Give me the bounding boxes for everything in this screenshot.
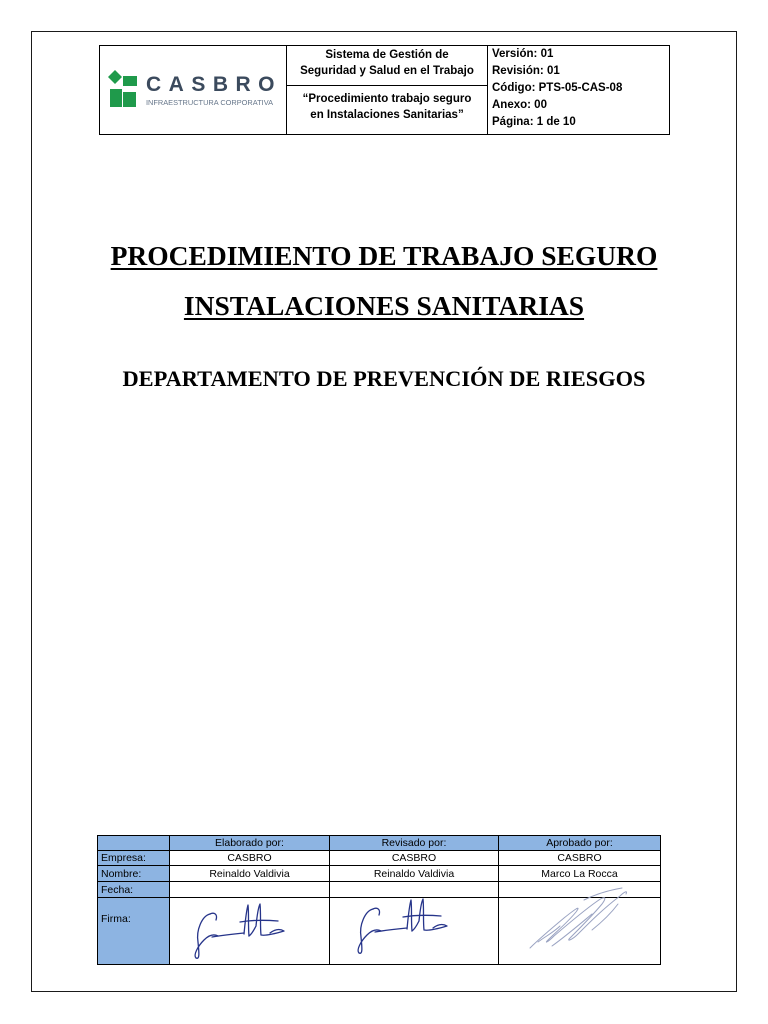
- table-cell: Reinaldo Valdivia: [170, 866, 330, 882]
- signature-revisado-icon: [353, 895, 451, 959]
- procedure-title-line: en Instalaciones Sanitarias”: [310, 108, 464, 121]
- signature-aprobado-icon: [522, 886, 632, 954]
- system-title-line: Seguridad y Salud en el Trabajo: [300, 65, 474, 77]
- logo-tagline: INFRAESTRUCTURA CORPORATIVA: [146, 98, 274, 107]
- document-title: [0, 240, 768, 272]
- document-subtitle: [0, 290, 768, 322]
- column-header-aprobado: Aprobado por:: [499, 836, 661, 851]
- table-cell: CASBRO: [330, 851, 499, 866]
- signature-elaborado-icon: [190, 900, 288, 964]
- page-number-field: Página: 1 de 10: [492, 116, 576, 128]
- table-cell: [170, 882, 330, 898]
- row-label-empresa: Empresa:: [98, 851, 170, 866]
- column-header-elaborado: Elaborado por:: [170, 836, 330, 851]
- row-label-firma: Firma:: [98, 898, 170, 965]
- table-row: [98, 866, 661, 882]
- document-title-line: INSTALACIONES SANITARIAS: [183, 290, 585, 321]
- revision-field: Revisión: 01: [492, 65, 560, 77]
- department-name: DEPARTAMENTO DE PREVENCIÓN DE RIESGOS: [122, 366, 646, 391]
- table-corner-cell: [98, 836, 170, 851]
- row-label-nombre: Nombre:: [98, 866, 170, 882]
- header-titles: [287, 46, 488, 134]
- table-cell: CASBRO: [170, 851, 330, 866]
- company-logo: [100, 46, 287, 134]
- document-control: [488, 46, 669, 134]
- table-cell: Reinaldo Valdivia: [330, 866, 499, 882]
- column-header-revisado: Revisado por:: [330, 836, 499, 851]
- row-label-fecha: Fecha:: [98, 882, 170, 898]
- system-title-line: Sistema de Gestión de: [325, 49, 449, 61]
- table-row: [98, 851, 661, 866]
- procedure-title: [287, 86, 487, 134]
- table-header-row: [98, 836, 661, 851]
- table-cell: Marco La Rocca: [499, 866, 661, 882]
- annex-field: Anexo: 00: [492, 99, 547, 111]
- system-title: [287, 46, 487, 86]
- code-field: Código: PTS-05-CAS-08: [492, 82, 623, 94]
- document-header-table: [99, 45, 670, 135]
- casbro-logo-icon: [106, 68, 140, 110]
- table-cell: CASBRO: [499, 851, 661, 866]
- document-title-line: PROCEDIMIENTO DE TRABAJO SEGURO: [110, 240, 658, 271]
- logo-brand-name: CASBRO: [146, 73, 283, 96]
- version-field: Versión: 01: [492, 48, 554, 60]
- procedure-title-line: “Procedimiento trabajo seguro: [302, 92, 472, 105]
